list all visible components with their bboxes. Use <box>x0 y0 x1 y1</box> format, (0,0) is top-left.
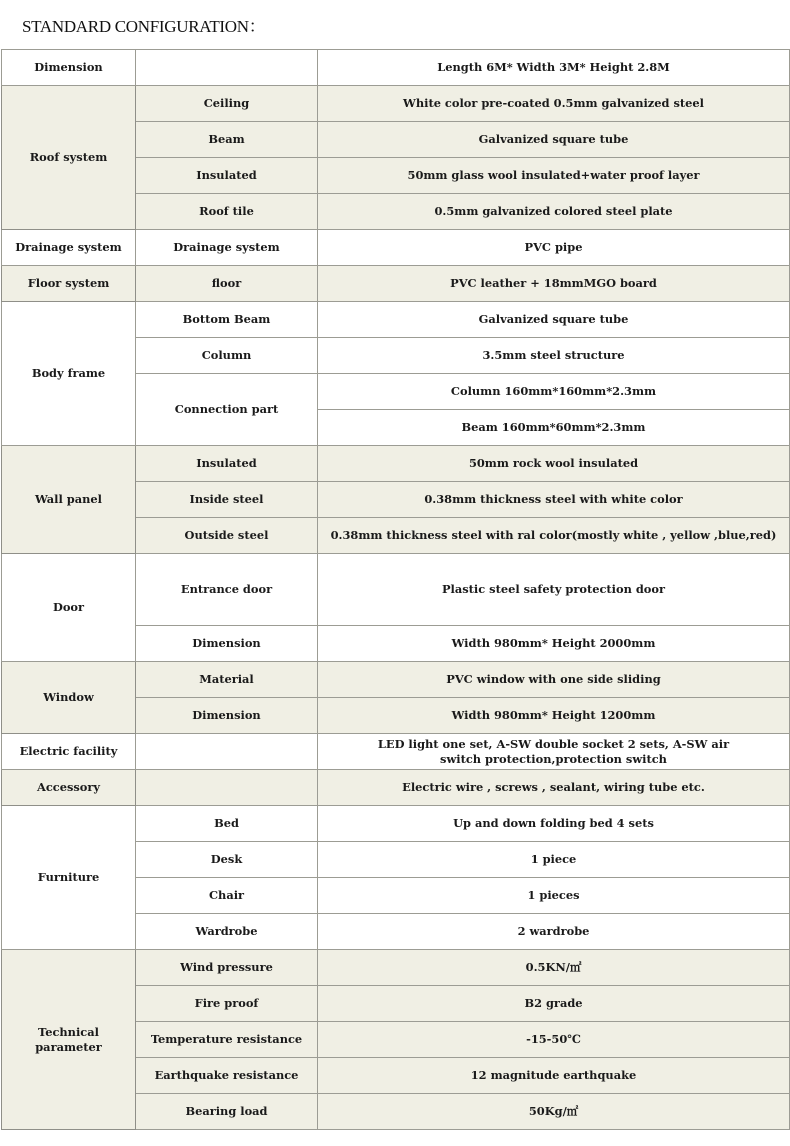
sub-label-ceiling: Ceiling <box>136 86 318 122</box>
sub-label-roof-tile: Roof tile <box>136 194 318 230</box>
value-inside-steel: 0.38mm thickness steel with white color <box>318 482 790 518</box>
sub-label-floor: floor <box>136 266 318 302</box>
configuration-table <box>1 49 790 1130</box>
value-floor: PVC leather + 18mmMGO board <box>318 266 790 302</box>
value-electric-facility: LED light one set, A-SW double socket 2 sets, A-SW air switch protection,protection switch <box>318 734 790 770</box>
sub-label-wall-insulated: Insulated <box>136 446 318 482</box>
value-ceiling: White color pre-coated 0.5mm galvanized steel <box>318 86 790 122</box>
value-window-material: PVC window with one side sliding <box>318 662 790 698</box>
value-bottom-beam: Galvanized square tube <box>318 302 790 338</box>
sub-label-connection-part: Connection part <box>136 374 318 446</box>
sub-label-bottom-beam: Bottom Beam <box>136 302 318 338</box>
table-row <box>2 806 790 842</box>
table-row <box>2 446 790 482</box>
sub-label-earthquake-resistance: Earthquake resistance <box>136 1058 318 1094</box>
table-row <box>2 266 790 302</box>
value-temperature-resistance: -15-50℃ <box>318 1022 790 1058</box>
row-label-electric-facility: Electric facility <box>2 734 136 770</box>
value-beam: Galvanized square tube <box>318 122 790 158</box>
group-label-door: Door <box>2 554 136 662</box>
group-label-roof-system: Roof system <box>2 86 136 230</box>
sub-label-desk: Desk <box>136 842 318 878</box>
value-accessory: Electric wire , screws , sealant, wiring tube etc. <box>318 770 790 806</box>
sub-label-wind-pressure: Wind pressure <box>136 950 318 986</box>
empty-cell <box>136 50 318 86</box>
page-heading: STANDARD CONFIGURATION： <box>22 17 266 36</box>
sub-label-fire-proof: Fire proof <box>136 986 318 1022</box>
value-wind-pressure: 0.5KN/㎡ <box>318 950 790 986</box>
table-row <box>2 302 790 338</box>
empty-cell <box>136 770 318 806</box>
row-label-dimension: Dimension <box>2 50 136 86</box>
sub-label-chair: Chair <box>136 878 318 914</box>
group-label-body-frame: Body frame <box>2 302 136 446</box>
table-row <box>2 86 790 122</box>
sub-label-beam: Beam <box>136 122 318 158</box>
value-chair: 1 pieces <box>318 878 790 914</box>
value-bed: Up and down folding bed 4 sets <box>318 806 790 842</box>
value-column: 3.5mm steel structure <box>318 338 790 374</box>
value-outside-steel: 0.38mm thickness steel with ral color(mostly white , yellow ,blue,red) <box>318 518 790 554</box>
sub-label-wardrobe: Wardrobe <box>136 914 318 950</box>
value-dimension: Length 6M* Width 3M* Height 2.8M <box>318 50 790 86</box>
row-label-accessory: Accessory <box>2 770 136 806</box>
row-label-drainage-system: Drainage system <box>2 230 136 266</box>
value-entrance-door: Plastic steel safety protection door <box>318 554 790 626</box>
group-label-wall-panel: Wall panel <box>2 446 136 554</box>
sub-label-window-dimension: Dimension <box>136 698 318 734</box>
sub-label-roof-insulated: Insulated <box>136 158 318 194</box>
value-connection-beam: Beam 160mm*60mm*2.3mm <box>318 410 790 446</box>
value-roof-tile: 0.5mm galvanized colored steel plate <box>318 194 790 230</box>
value-roof-insulated: 50mm glass wool insulated+water proof layer <box>318 158 790 194</box>
sub-label-bearing-load: Bearing load <box>136 1094 318 1130</box>
value-drainage: PVC pipe <box>318 230 790 266</box>
value-desk: 1 piece <box>318 842 790 878</box>
value-wardrobe: 2 wardrobe <box>318 914 790 950</box>
sub-label-window-material: Material <box>136 662 318 698</box>
value-wall-insulated: 50mm rock wool insulated <box>318 446 790 482</box>
row-label-floor-system: Floor system <box>2 266 136 302</box>
table-row <box>2 734 790 770</box>
table-row <box>2 230 790 266</box>
sub-label-door-dimension: Dimension <box>136 626 318 662</box>
sub-label-drainage-system: Drainage system <box>136 230 318 266</box>
value-window-dimension: Width 980mm* Height 1200mm <box>318 698 790 734</box>
sub-label-column: Column <box>136 338 318 374</box>
sub-label-entrance-door: Entrance door <box>136 554 318 626</box>
value-door-dimension: Width 980mm* Height 2000mm <box>318 626 790 662</box>
table-row <box>2 554 790 626</box>
group-label-technical-parameter: Technical parameter <box>2 950 136 1130</box>
sub-label-inside-steel: Inside steel <box>136 482 318 518</box>
group-label-furniture: Furniture <box>2 806 136 950</box>
sub-label-outside-steel: Outside steel <box>136 518 318 554</box>
empty-cell <box>136 734 318 770</box>
value-fire-proof: B2 grade <box>318 986 790 1022</box>
table-row <box>2 662 790 698</box>
sub-label-bed: Bed <box>136 806 318 842</box>
group-label-window: Window <box>2 662 136 734</box>
sub-label-temperature-resistance: Temperature resistance <box>136 1022 318 1058</box>
table-row <box>2 770 790 806</box>
value-earthquake-resistance: 12 magnitude earthquake <box>318 1058 790 1094</box>
table-row <box>2 50 790 86</box>
table-row <box>2 950 790 986</box>
value-bearing-load: 50Kg/㎡ <box>318 1094 790 1130</box>
value-connection-column: Column 160mm*160mm*2.3mm <box>318 374 790 410</box>
